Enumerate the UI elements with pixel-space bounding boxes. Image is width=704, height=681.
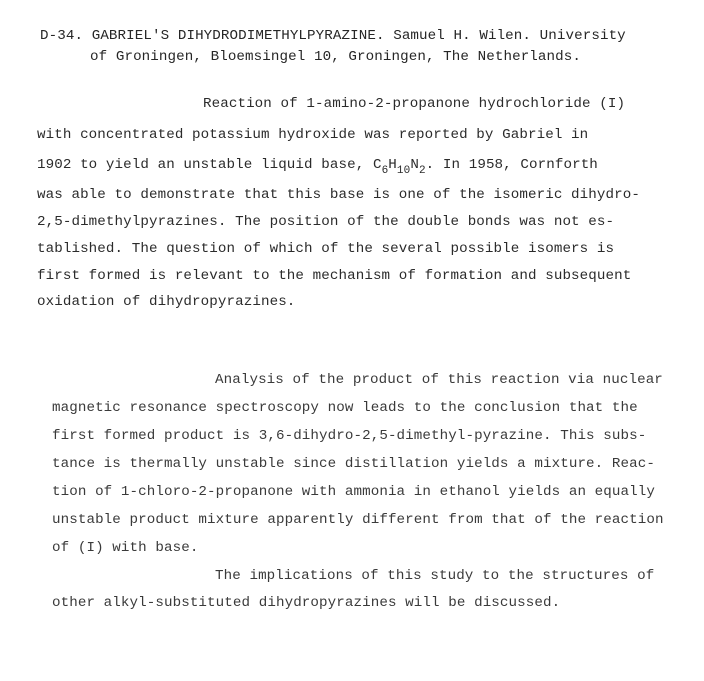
text-line: 1902 to yield an unstable liquid base, $C_6H_{10}N_2$. In 1958, Cornforth	[37, 157, 598, 177]
text-line: 2,5-dimethylpyrazines. The position of the double bonds was not es-	[37, 214, 615, 230]
abstract-number: D-34.	[40, 28, 84, 44]
text-line: oxidation of dihydropyrazines.	[37, 294, 296, 310]
text-line: tablished. The question of which of the several possible isomers is	[37, 241, 615, 257]
abstract-affiliation: University	[539, 28, 626, 44]
chemical-formula: $C_6H_{10}N_2$	[372, 157, 426, 177]
abstract-title: GABRIEL'S DIHYDRODIMETHYLPYRAZINE.	[91, 28, 385, 44]
text-line: tion of 1-chloro-2-propanone with ammonia in ethanol yields an equally	[52, 484, 655, 500]
text-line: The implications of this study to the structures of	[215, 568, 655, 584]
abstract-affiliation-line2: of Groningen, Bloemsingel 10, Groningen, The Netherlands.	[90, 49, 581, 65]
abstract-header-line1	[40, 28, 626, 44]
text-line: unstable product mixture apparently different from that of the reaction	[52, 512, 664, 528]
text-line: of (I) with base.	[52, 540, 199, 556]
text-line: Analysis of the product of this reaction via nuclear	[215, 372, 663, 388]
text-line: tance is thermally unstable since distillation yields a mixture. Reac-	[52, 456, 655, 472]
text-line: magnetic resonance spectroscopy now leads to the conclusion that the	[52, 400, 638, 416]
text-line: Reaction of 1-amino-2-propanone hydrochloride (I)	[203, 96, 626, 112]
abstract-author: Samuel H. Wilen.	[393, 28, 532, 44]
text-line: other alkyl-substituted dihydropyrazines will be discussed.	[52, 595, 561, 611]
text-line: was able to demonstrate that this base is one of the isomeric dihydro-	[37, 187, 640, 203]
text-line: first formed is relevant to the mechanism of formation and subsequent	[37, 268, 632, 284]
text-line: with concentrated potassium hydroxide was reported by Gabriel in	[37, 127, 589, 143]
text-line: first formed product is 3,6-dihydro-2,5-dimethyl-pyrazine. This subs-	[52, 428, 647, 444]
